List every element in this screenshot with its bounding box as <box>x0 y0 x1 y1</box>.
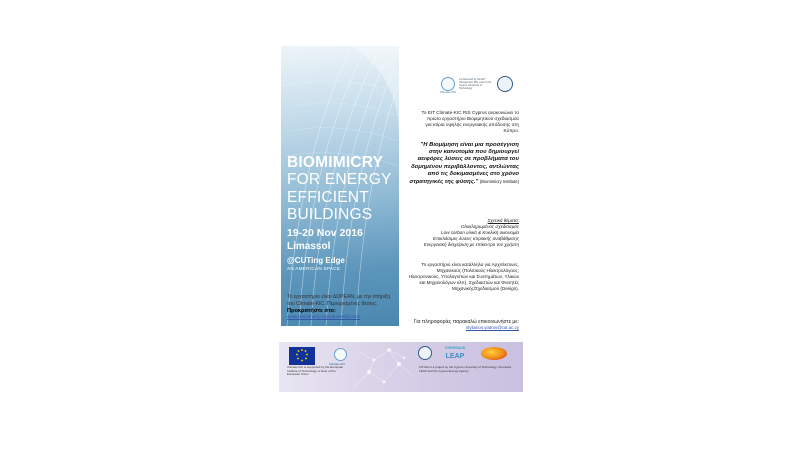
event-date: 19-20 Nov 2016 <box>287 227 363 239</box>
intro-text: Το EIT Climate-KIC RIS Cyprus ανακοινώνει το πρώτο εργαστήριο Βιομιμητικού σχεδιασμού για κτίρια υψηλής ενεργειακής απόδοσης στη Κύπρο. <box>421 110 519 133</box>
contact-email-link[interactable]: stylianos.yiatros@cut.ac.cy <box>465 325 519 330</box>
title-line-2: FOR ENERGY <box>287 171 392 188</box>
top-logos <box>439 76 517 96</box>
climate-kic-logo-icon <box>441 77 455 91</box>
topic-item: Low carbon υλικά & Κυκλική οικονομία <box>441 230 519 236</box>
climate-kic-footer-logo-icon <box>334 348 347 361</box>
register-link[interactable]: www.biomimicry-cyprus.weebly.com <box>287 314 361 320</box>
leap-logo-top: CHERSAUS <box>444 346 466 350</box>
university-seal-icon <box>497 76 513 92</box>
event-venue-subtitle: AN AMERICAN SPACE <box>287 266 341 271</box>
event-city: Limassol <box>287 241 331 252</box>
title-line-3: EFFICIENT <box>287 189 369 206</box>
quote-block <box>407 142 519 186</box>
ris-note: Co-financed by the EIT Climate-KIC RIS, part of the Cyprus University of Technology <box>459 78 492 90</box>
quote-text: "Η Βιομίμηση είναι μια προσέγγιση στην καινοτομία που δημιουργεί αειφόρες λύσεις σε προβλήματα του δομημένου περιβάλλοντος, αντλώντας από τις δοκιμασμένες στο χρόνο στρατηγικές της φύσης." <box>409 142 519 186</box>
eu-flag-icon <box>289 347 315 365</box>
title-line-1: BIOMIMICRY <box>287 154 384 171</box>
leap-logo-main: LEAP <box>445 353 465 360</box>
topics-title: Σχετικά θέματα: <box>487 218 519 223</box>
topic-item: Ενεργειακή διαχείριση με επίκεντρο τον χρήστη <box>423 242 519 248</box>
climate-kic-logo-label: Climate-KIC <box>440 90 457 94</box>
climate-kic-footer-label: Climate-KIC <box>329 362 346 366</box>
register-label: Προκρατήστε στο: <box>287 308 336 315</box>
free-workshop-note: Το εργαστήριο είναι ΔΩΡΕΑΝ, με την στήριξη του Climate-KIC. Περιορισμένες θέσεις. <box>287 294 391 307</box>
sponsor-footer <box>279 342 523 392</box>
topic-item: Ολοκληρωμένος σχεδιασμός <box>460 224 519 230</box>
title-line-4: BUILDINGS <box>287 206 373 223</box>
contact-block <box>399 319 519 331</box>
related-topics <box>407 218 519 248</box>
cut-university-seal-icon <box>418 346 432 360</box>
topic-item: Επικλάσιμες λύσεις κτιριακής αναβάθμισης <box>433 236 519 242</box>
event-poster <box>277 40 525 395</box>
target-audience: Το εργαστήριο είναι κατάλληλο για Αρχιτέκτονες, Μηχανικούς (Πολιτικούς Ηλεκτρολόγους, Ηλεκτρονικούς, Υπολογιστών και Συστημάτων, Υλικών και Μηχανολόγων κλπ), Σχεδιαστών και Φοιτητές Μηχανικής/Σχεδιασμού (Design). <box>408 262 519 292</box>
registration-info <box>287 294 397 319</box>
project-partners-note: KIT-Ris is a project by the Cyprus University of Technology, Chersaus LEAP and the Cyprus Energy Agency <box>419 365 512 373</box>
quote-source: (Biomimicry Institute) <box>479 179 519 185</box>
contact-text: Για πληροφορίες παρακαλώ επικοινωνήστε με: <box>413 319 519 325</box>
event-venue: @CUTing Edge <box>287 256 345 265</box>
eu-support-note: Climate-KIC is supported by the European Institute of Technology, a body of the European Union <box>287 365 344 377</box>
energy-agency-logo-icon <box>481 347 507 360</box>
hero-image <box>281 46 399 326</box>
chersaus-leap-logo <box>439 345 471 367</box>
